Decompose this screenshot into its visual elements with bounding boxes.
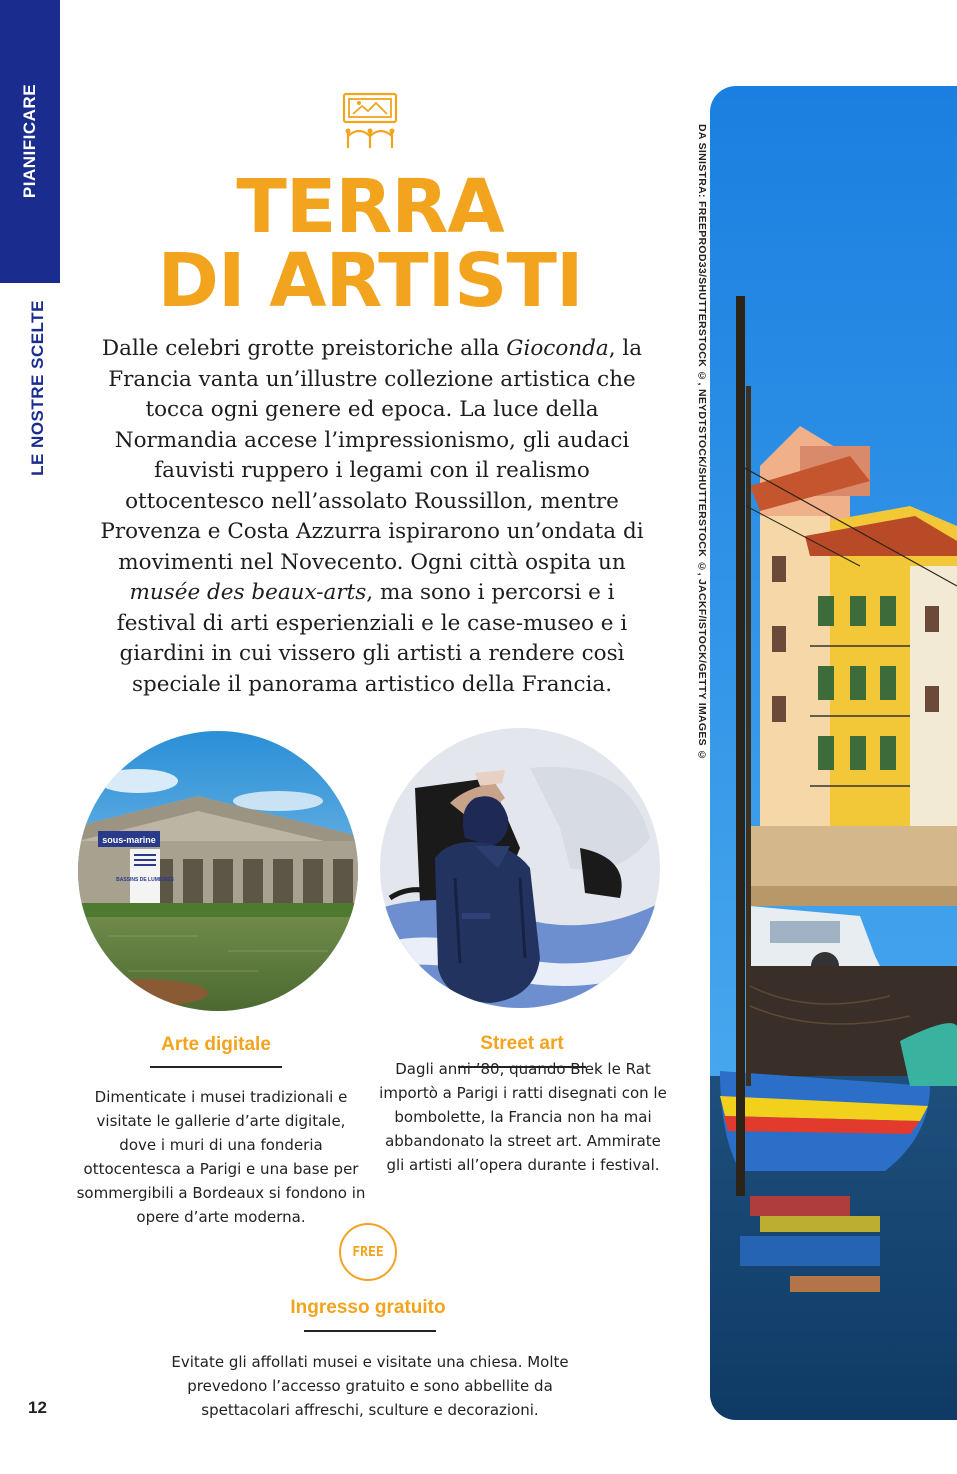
subsection-tab-label: LE NOSTRE SCELTE	[28, 300, 47, 476]
photo-credit: DA SINISTRA: FREEPROD33/SHUTTERSTOCK ©, NEYDTSTOCK/SHUTTERSTOCK ©, JACKF/ISTOCK/GETTY IMAGES ©	[696, 124, 708, 762]
col1-rule	[150, 1066, 282, 1068]
intro-text-3: , ma sono i percorsi e i festival di arti esperienziali e le case-museo e i giardini in cui vissero gli artisti a rendere così speciale il panorama artistico della Francia.	[116, 580, 628, 697]
col2-text: Dagli anni ’80, quando Blek le Rat importò a Parigi i ratti disegnati con le bombolette, la Francia non ha mai abbandonato la street art. Ammirate gli artisti all’opera durante i festival.	[379, 1060, 667, 1174]
col1-text: Dimenticate i musei tradizionali e visitate le gallerie d’arte digitale, dove i muri di una fonderia ottocentesca a Parigi e una base per sommergibili a Bordeaux si fondono in opere d’arte moderna.	[76, 1088, 366, 1226]
title-line-2: DI ARTISTI	[157, 238, 583, 324]
col2-heading: Street art	[480, 1033, 564, 1054]
free-heading: Ingresso gratuito	[290, 1297, 446, 1318]
free-text: Evitate gli affollati musei e visitate una chiesa. Molte prevedono l’accesso gratuito e sono abbellite da spettacolari affreschi, sculture e decorazioni.	[171, 1353, 569, 1419]
submarine-banner-text: BASSINS DE LUMIÈRES	[116, 877, 174, 883]
intro-em-musee: musée des beaux-arts	[129, 580, 367, 605]
title-line-1: TERRA	[236, 164, 504, 250]
intro-paragraph	[92, 334, 652, 700]
section-tab-label: PIANIFICARE	[20, 83, 39, 199]
section-tab	[0, 0, 60, 283]
page-title	[120, 164, 620, 324]
submarine-base-photo	[78, 731, 358, 1011]
intro-text-2: , la Francia vanta un’illustre collezione artistica che tocca ogni genere ed epoca. La luce della Normandia accese l’impressionismo, gli audaci fauvisti ruppero i legami con il realismo ottocentesco nell’assolato Roussillon, mentre Provenza e Costa Azzurra ispirarono un’ondata di movimenti nel Novecento. Ogni città ospita un	[100, 336, 644, 575]
page-number: 12	[28, 1398, 47, 1417]
free-badge-label: FREE	[352, 1244, 384, 1260]
street-art-photo	[380, 728, 660, 1008]
intro-text-1: Dalle celebri grotte preistoriche alla	[101, 336, 507, 361]
free-badge-icon	[339, 1223, 397, 1281]
harbour-photo	[710, 86, 957, 1420]
intro-em-gioconda: Gioconda	[506, 336, 609, 361]
submarine-sign-text: sous-marine	[102, 835, 156, 845]
free-rule	[304, 1330, 436, 1332]
col1-heading: Arte digitale	[161, 1034, 271, 1055]
gallery-frame-icon	[340, 90, 400, 152]
